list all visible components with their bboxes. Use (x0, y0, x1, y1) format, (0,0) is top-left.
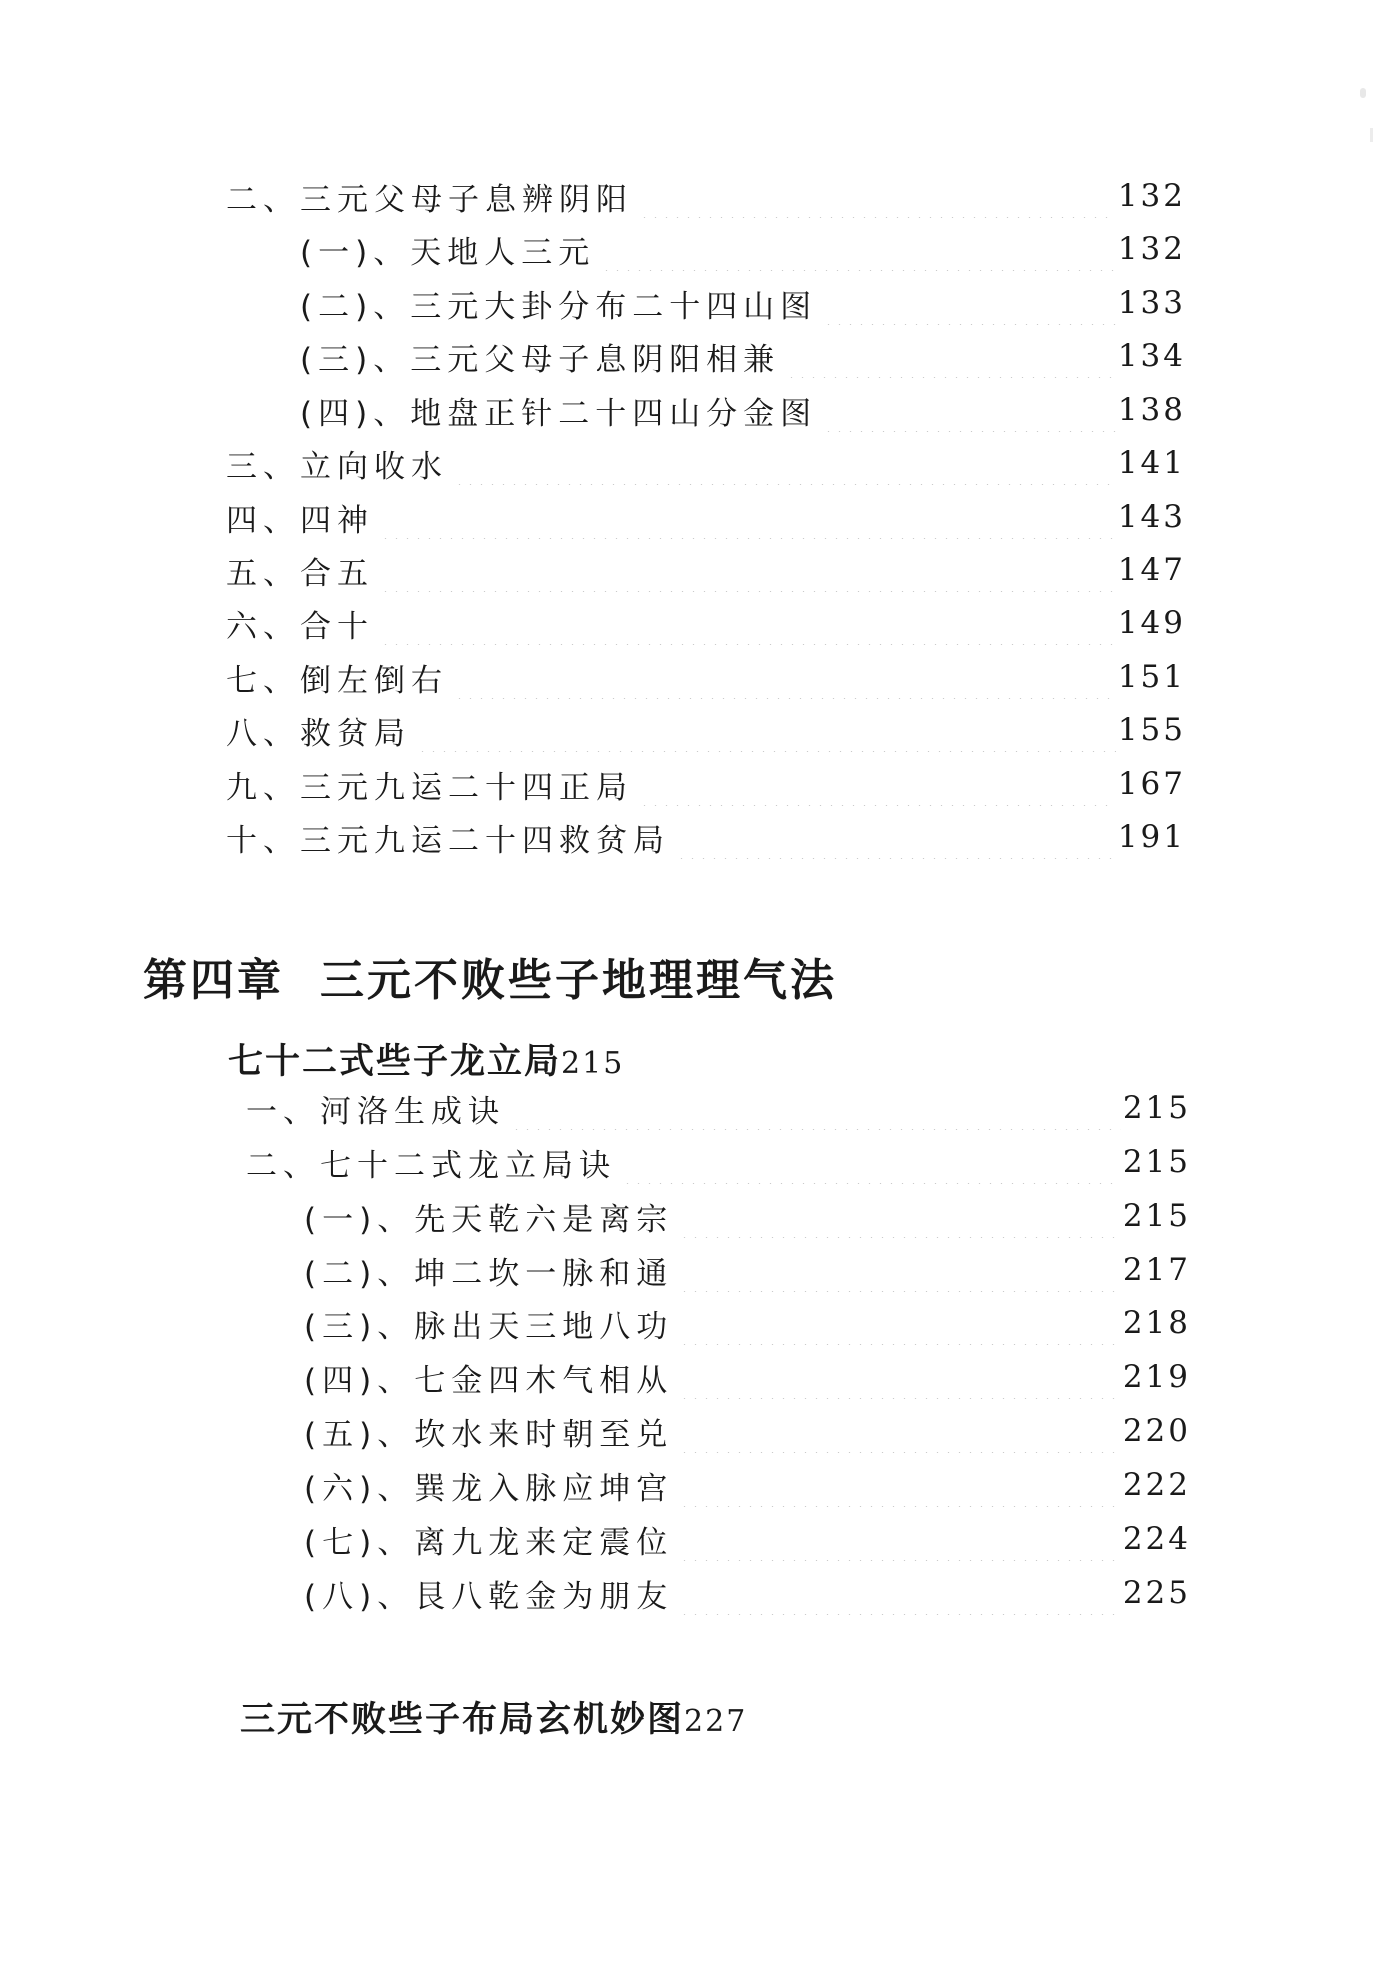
leader-dots (679, 1248, 1121, 1292)
leader-dots (786, 334, 1116, 378)
toc-entry-label: (三)、脉出天三地八功 (304, 1308, 674, 1345)
leader-dots (380, 495, 1116, 539)
toc-entry-page: 151 (1117, 659, 1186, 695)
toc-entry[interactable] (226, 495, 1186, 539)
toc-entry[interactable] (226, 762, 1186, 806)
toc-entry-page: 143 (1117, 499, 1186, 535)
toc-entry[interactable] (304, 1463, 1191, 1507)
toc-entry-page: 155 (1117, 712, 1186, 748)
leader-dots (823, 388, 1116, 432)
leader-dots (679, 1571, 1121, 1615)
leader-dots (511, 1086, 1121, 1130)
toc-entry-label: 六、合十 (226, 608, 374, 645)
toc-entry-page: 217 (1122, 1252, 1191, 1288)
toc-entry-page: 215 (1122, 1090, 1191, 1126)
toc-entry-label: (一)、先天乾六是离宗 (304, 1201, 674, 1238)
leader-dots (622, 1140, 1121, 1184)
leader-dots (454, 655, 1116, 699)
leader-dots (823, 281, 1116, 325)
toc-entry-page: 147 (1117, 552, 1186, 588)
subsection-title: 三元不败些子布局玄机妙图 (240, 1700, 685, 1740)
toc-entry-label: 二、三元父母子息辨阴阳 (226, 181, 633, 218)
toc-entry-page: 225 (1122, 1575, 1191, 1611)
toc-entry-page: 132 (1117, 178, 1186, 214)
subsection-heading[interactable] (240, 1692, 747, 1742)
chapter-number: 第四章 (143, 955, 284, 1006)
toc-entry[interactable] (226, 441, 1186, 485)
leader-dots (679, 1301, 1121, 1345)
toc-entry[interactable] (226, 655, 1186, 699)
toc-entry-page: 141 (1117, 445, 1186, 481)
subsection-title: 七十二式些子龙立局 (228, 1042, 562, 1082)
toc-entry-label: (六)、巽龙入脉应坤宫 (304, 1470, 674, 1507)
toc-entry-page: 219 (1122, 1359, 1191, 1395)
leader-dots (380, 548, 1116, 592)
toc-entry-label: 一、河洛生成诀 (246, 1093, 505, 1130)
toc-entry-page: 224 (1122, 1521, 1191, 1557)
chapter-heading[interactable] (143, 944, 837, 1008)
leader-dots (601, 227, 1116, 271)
toc-entry-label: (二)、坤二坎一脉和通 (304, 1255, 674, 1292)
toc-entry[interactable] (304, 1355, 1191, 1399)
toc-entry-label: (四)、七金四木气相从 (304, 1362, 674, 1399)
leader-dots (454, 441, 1116, 485)
toc-entry-page: 167 (1117, 766, 1186, 802)
leader-dots (417, 708, 1116, 752)
leader-dots (679, 1517, 1121, 1561)
toc-entry[interactable] (300, 388, 1186, 432)
toc-entry[interactable] (226, 601, 1186, 645)
toc-entry-label: 五、合五 (226, 555, 374, 592)
toc-entry-page: 222 (1122, 1467, 1191, 1503)
toc-entry[interactable] (226, 174, 1186, 218)
leader-dots (639, 762, 1116, 806)
toc-entry-label: 七、倒左倒右 (226, 662, 448, 699)
toc-entry[interactable] (300, 334, 1186, 378)
chapter-title: 三元不败些子地理理气法 (320, 955, 837, 1006)
toc-entry-label: 四、四神 (226, 502, 374, 539)
toc-entry-page: 218 (1122, 1305, 1191, 1341)
toc-entry-page: 149 (1117, 605, 1186, 641)
toc-entry-page: 132 (1117, 231, 1186, 267)
toc-entry-label: 十、三元九运二十四救贫局 (226, 822, 670, 859)
scan-artifact (1370, 128, 1373, 142)
toc-entry-label: (五)、坎水来时朝至兑 (304, 1416, 674, 1453)
subsection-page: 227 (684, 1704, 748, 1739)
toc-entry-label: 二、七十二式龙立局诀 (246, 1147, 616, 1184)
leader-dots (679, 1409, 1121, 1453)
toc-entry[interactable] (304, 1409, 1191, 1453)
toc-entry-label: (七)、离九龙来定震位 (304, 1524, 674, 1561)
leader-dots (676, 815, 1116, 859)
subsection-heading[interactable] (228, 1034, 624, 1084)
toc-entry[interactable] (304, 1194, 1191, 1238)
toc-entry[interactable] (304, 1571, 1191, 1615)
toc-entry-page: 138 (1117, 392, 1186, 428)
toc-entry-label: 三、立向收水 (226, 448, 448, 485)
toc-entry-label: 九、三元九运二十四正局 (226, 769, 633, 806)
leader-dots (639, 174, 1116, 218)
toc-entry[interactable] (304, 1517, 1191, 1561)
toc-entry[interactable] (304, 1301, 1191, 1345)
toc-entry[interactable] (226, 815, 1186, 859)
toc-entry[interactable] (226, 708, 1186, 752)
toc-entry-label: 八、救贫局 (226, 715, 411, 752)
toc-entry-label: (一)、天地人三元 (300, 234, 596, 271)
toc-entry-page: 133 (1117, 285, 1186, 321)
toc-entry-page: 134 (1117, 338, 1186, 374)
toc-entry-page: 191 (1117, 819, 1186, 855)
leader-dots (679, 1463, 1121, 1507)
toc-entry[interactable] (246, 1140, 1191, 1184)
toc-entry-page: 215 (1122, 1198, 1191, 1234)
toc-entry-label: (八)、艮八乾金为朋友 (304, 1578, 674, 1615)
leader-dots (679, 1355, 1121, 1399)
leader-dots (679, 1194, 1121, 1238)
toc-entry[interactable] (246, 1086, 1191, 1130)
toc-entry[interactable] (300, 227, 1186, 271)
toc-entry-label: (四)、地盘正针二十四山分金图 (300, 395, 818, 432)
toc-entry-page: 220 (1122, 1413, 1191, 1449)
toc-entry-label: (二)、三元大卦分布二十四山图 (300, 288, 818, 325)
toc-entry-page: 215 (1122, 1144, 1191, 1180)
toc-entry[interactable] (300, 281, 1186, 325)
toc-entry-label: (三)、三元父母子息阴阳相兼 (300, 341, 781, 378)
subsection-page: 215 (561, 1046, 625, 1081)
toc-entry[interactable] (304, 1248, 1191, 1292)
scan-artifact (1360, 88, 1366, 98)
leader-dots (380, 601, 1116, 645)
toc-entry[interactable] (226, 548, 1186, 592)
